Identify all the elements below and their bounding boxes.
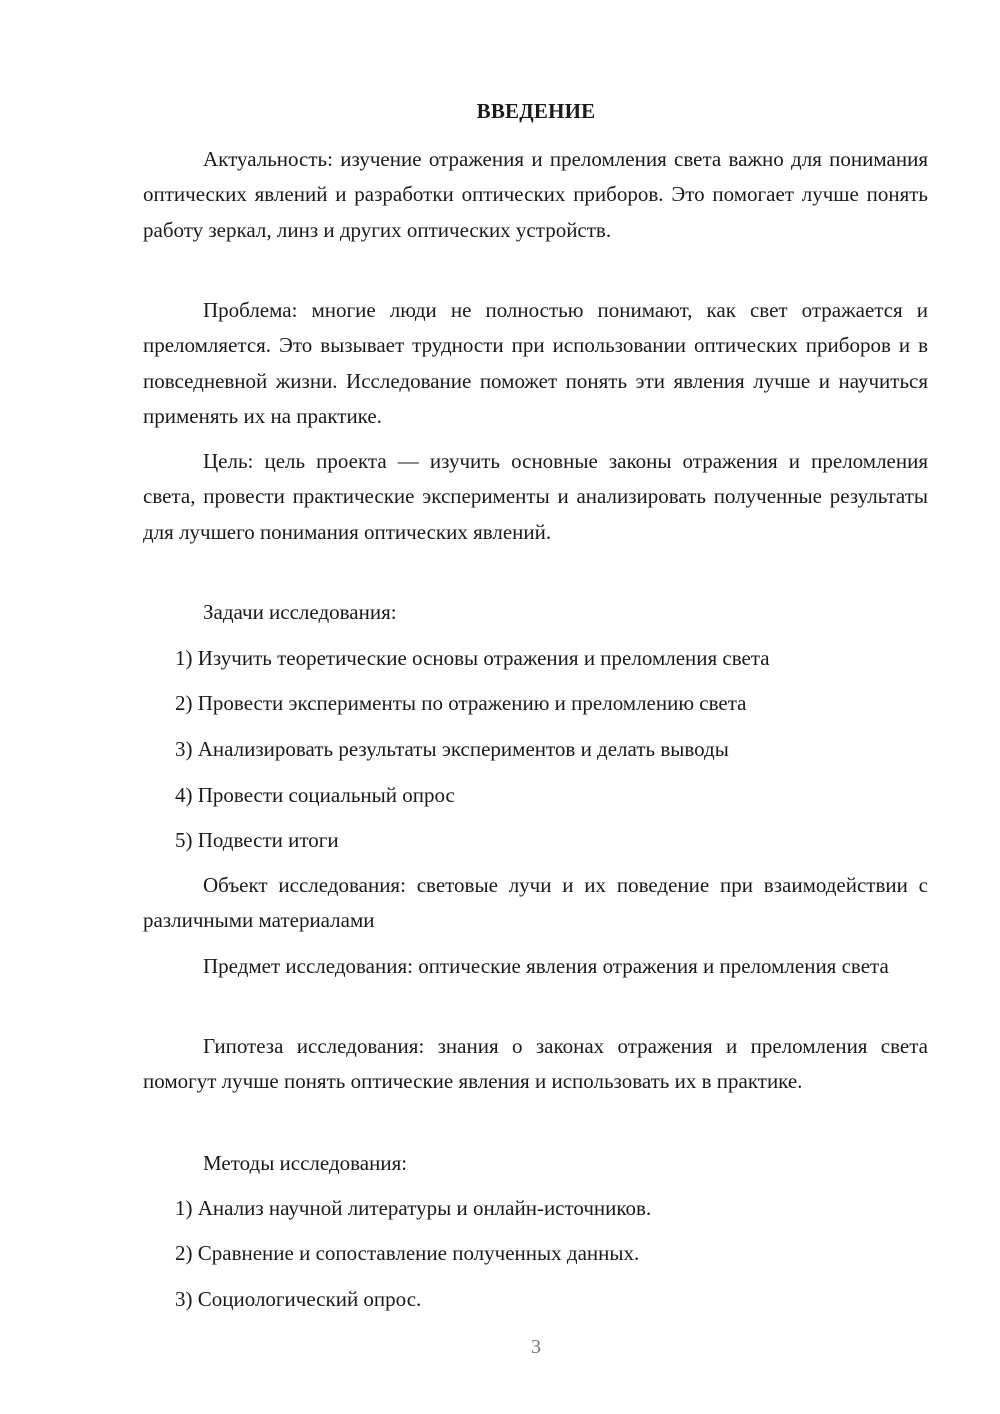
task-item: 4) Провести социальный опрос [175, 783, 455, 807]
methods-heading: Методы исследования: [203, 1151, 408, 1175]
problem-paragraph: Проблема: многие люди не полностью понимают, как свет отражается и преломляется. Это вызывает трудности при использовании оптических приборов и в повседневной жизни. Исследование поможет понять эти явления лучше и научиться применять их на практике. [143, 298, 928, 428]
hypothesis-paragraph: Гипотеза исследования: знания о законах отражения и преломления света помогут лучше понять оптические явления и использовать их в практике. [143, 1034, 928, 1094]
task-item: 3) Анализировать результаты экспериментов и делать выводы [175, 737, 729, 761]
subject-paragraph: Предмет исследования: оптические явления отражения и преломления света [203, 954, 889, 978]
goal-paragraph: Цель: цель проекта — изучить основные законы отражения и преломления света, провести практические эксперименты и анализировать полученные результаты для лучшего понимания оптических явлений. [143, 449, 928, 544]
object-paragraph: Объект исследования: световые лучи и их поведение при взаимодействии с различными материалами [143, 873, 928, 933]
method-item: 3) Социологический опрос. [175, 1287, 422, 1311]
method-item: 2) Сравнение и сопоставление полученных данных. [175, 1241, 640, 1265]
method-item: 1) Анализ научной литературы и онлайн-источников. [175, 1196, 652, 1220]
relevance-paragraph: Актуальность: изучение отражения и преломления света важно для понимания оптических явлений и разработки оптических приборов. Это помогает лучше понять работу зеркал, линз и других оптических устройств. [143, 147, 928, 242]
task-item: 1) Изучить теоретические основы отражения и преломления света [175, 646, 770, 670]
section-heading: ВВЕДЕНИЕ [476, 99, 596, 123]
task-item: 2) Провести эксперименты по отражению и преломлению света [175, 691, 747, 715]
page-number: 3 [531, 1336, 541, 1358]
task-item: 5) Подвести итоги [175, 828, 339, 852]
tasks-heading: Задачи исследования: [203, 600, 397, 624]
